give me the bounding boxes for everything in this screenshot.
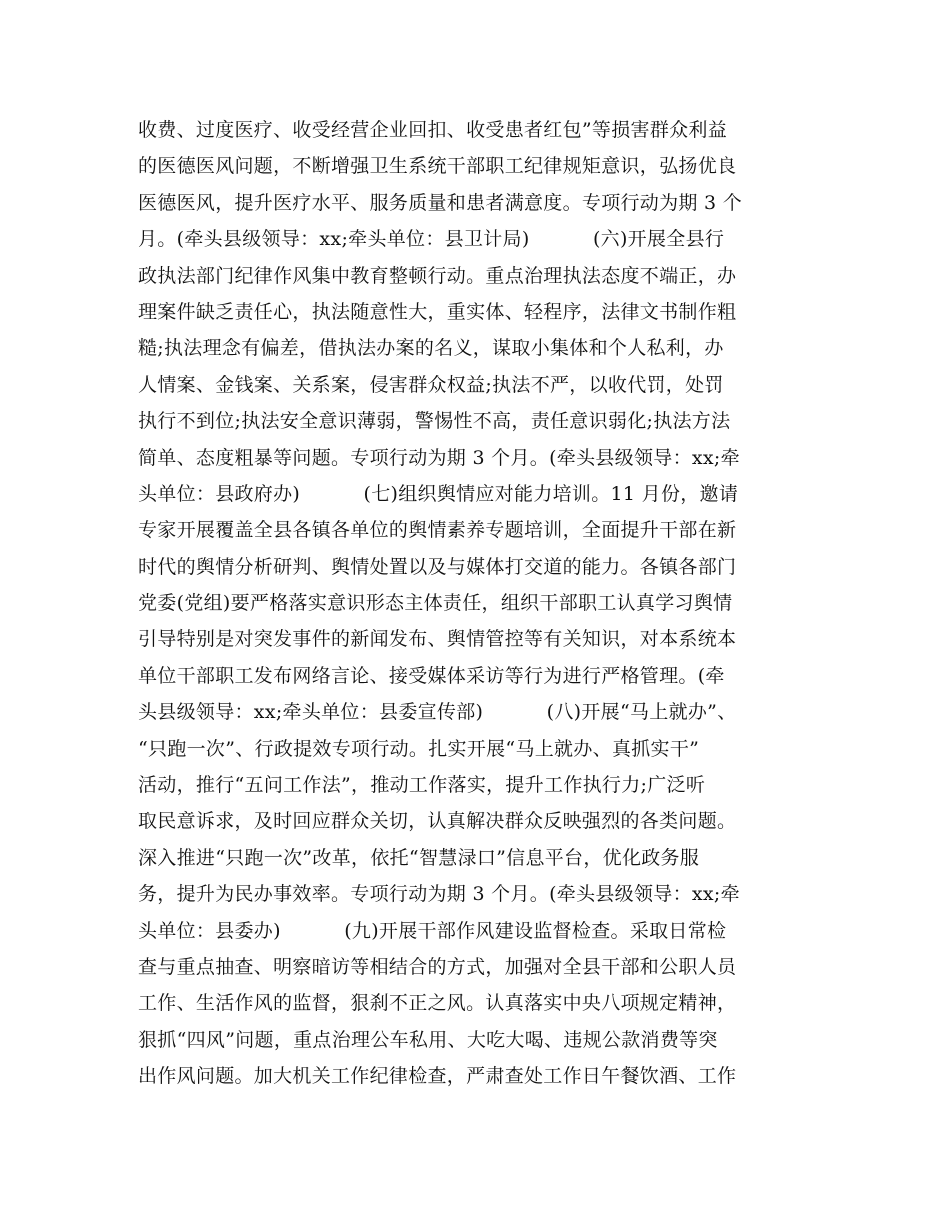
text-line: 头单位：县委办) (九)开展干部作风建设监督检查。采取日常检 xyxy=(138,919,727,942)
text-line: 执行不到位;执法安全意识薄弱，警惕性不高，责任意识弱化;执法方法 xyxy=(138,410,731,433)
text-line: 月。(牵头县级领导：xx;牵头单位：县卫计局) (六)开展全县行 xyxy=(138,228,725,251)
text-line: 活动，推行“五问工作法”，推动工作落实，提升工作执行力;广泛听 xyxy=(138,774,706,797)
text-line: 的医德医风问题，不断增强卫生系统干部职工纪律规矩意识，弘扬优良 xyxy=(138,155,737,178)
text-line: 医德医风，提升医疗水平、服务质量和患者满意度。专项行动为期 3 个 xyxy=(138,191,743,214)
text-line: 收费、过度医疗、收受经营企业回扣、收受患者红包”等损害群众利益 xyxy=(138,119,728,141)
document-body xyxy=(138,112,838,1095)
text-line: 头单位：县政府办) (七)组织舆情应对能力培训。11 月份，邀请 xyxy=(138,482,739,505)
text-line: 深入推进“只跑一次”改革，依托“智慧渌口”信息平台，优化政务服 xyxy=(138,846,700,869)
text-line: 引导特别是对突发事件的新闻发布、舆情管控等有关知识，对本系统本 xyxy=(138,628,737,651)
text-line: 理案件缺乏责任心，执法随意性大，重实体、轻程序，法律文书制作粗 xyxy=(138,300,737,323)
text-line: 狠抓“四风”问题，重点治理公车私用、大吃大喝、违规公款消费等突 xyxy=(138,1028,718,1051)
text-line: 出作风问题。加大机关工作纪律检查，严肃查处工作日午餐饮酒、工作 xyxy=(138,1065,737,1088)
text-line: 头县级领导：xx;牵头单位：县委宣传部) (八)开展“马上就办”、 xyxy=(138,701,737,724)
text-line: 单位干部职工发布网络言论、接受媒体采访等行为进行严格管理。(牵 xyxy=(138,664,725,687)
text-line: 查与重点抽查、明察暗访等相结合的方式，加强对全县干部和公职人员 xyxy=(138,955,737,978)
text-line: 务，提升为民办事效率。专项行动为期 3 个月。(牵头县级领导：xx;牵 xyxy=(138,883,740,906)
text-line: 取民意诉求，及时回应群众关切，认真解决群众反映强烈的各类问题。 xyxy=(138,810,737,833)
text-line: 简单、态度粗暴等问题。专项行动为期 3 个月。(牵头县级领导：xx;牵 xyxy=(138,446,740,469)
text-line: 政执法部门纪律作风集中教育整顿行动。重点治理执法态度不端正，办 xyxy=(138,264,737,287)
text-line: 党委(党组)要严格落实意识形态主体责任，组织干部职工认真学习舆情 xyxy=(138,592,733,615)
text-line: 时代的舆情分析研判、舆情处置以及与媒体打交道的能力。各镇各部门 xyxy=(138,555,737,578)
text-line: 专家开展覆盖全县各镇各单位的舆情素养专题培训，全面提升干部在新 xyxy=(138,519,737,542)
text-line: 人情案、金钱案、关系案，侵害群众权益;执法不严，以收代罚，处罚 xyxy=(138,373,724,396)
text-line: “只跑一次”、行政提效专项行动。扎实开展“马上就办、真抓实干” xyxy=(138,737,700,760)
text-line: 糙;执法理念有偏差，借执法办案的名义，谋取小集体和个人私利，办 xyxy=(138,337,724,360)
text-line: 工作、生活作风的监督，狠刹不正之风。认真落实中央八项规定精神， xyxy=(138,992,737,1015)
